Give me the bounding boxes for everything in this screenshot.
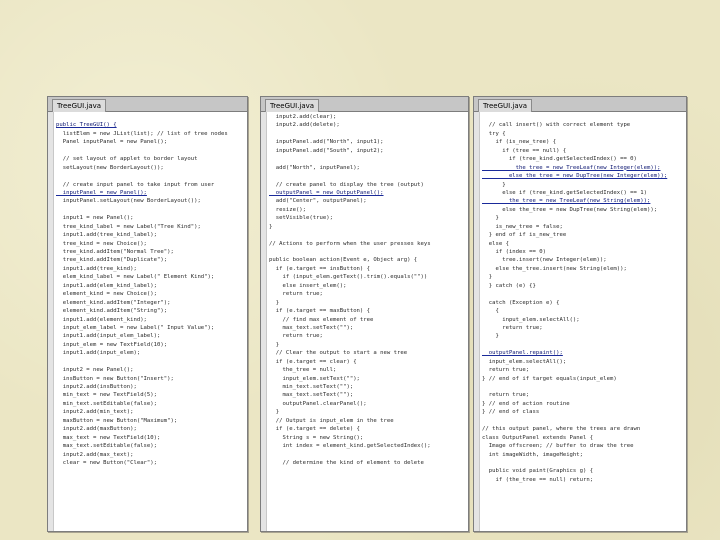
code-line: input_elem = new TextField(10); (56, 341, 168, 348)
code-line (482, 113, 684, 121)
code-line: add("Center", outputPanel); (269, 198, 367, 205)
code-line: outputPanel.repaint(); (482, 350, 563, 357)
code-line: resize(); (269, 206, 307, 213)
file-tab[interactable]: TreeGUI.java (265, 99, 319, 112)
code-line: the_tree = null; (269, 367, 337, 374)
code-line: catch (Exception e) { (482, 299, 560, 306)
code-line: input_elem.selectAll(); (482, 358, 567, 365)
code-line: if (input_elem.getText().trim().equals("")) (269, 274, 428, 281)
code-line: inputPanel.add("North", input1); (269, 139, 384, 146)
code-line: maxButton = new Button("Maximum"); (56, 417, 178, 424)
code-line: tree.insert(new Integer(elem)); (482, 257, 607, 264)
code-line: // Output is input_elem in the tree (269, 417, 394, 424)
code-line: else if (tree_kind.getSelectedIndex() == 1) (482, 189, 648, 196)
code-line: min_text = new TextField(5); (56, 392, 158, 399)
code-line (482, 341, 684, 349)
code-line: input2.add(maxButton); (56, 426, 137, 433)
code-line: } (269, 299, 280, 306)
code-line: listElem = new JList(list); // list of tree nodes (56, 130, 228, 137)
code-line: // create panel to display the tree (output) (269, 181, 424, 188)
code-line: input_elem.setText(""); (269, 375, 360, 382)
code-line: } (482, 274, 493, 281)
code-line: Image offscreen; // buffer to draw the tree (482, 443, 634, 450)
code-line: input2.add(min_text); (56, 409, 134, 416)
code-line (482, 459, 684, 467)
code-line: } (482, 215, 499, 222)
code-line (269, 130, 466, 138)
code-line: class OutputPanel extends Panel { (482, 434, 594, 441)
code-line: input1 = new Panel(); (56, 215, 134, 222)
code-line (269, 248, 466, 256)
code-line: input1.add(element_kind); (56, 316, 147, 323)
code-line: if (index == 0) (482, 249, 546, 255)
code-line: max_text.setText(""); (269, 324, 354, 331)
code-line: else the_tree = new DupTree(new String(elem)); (482, 206, 658, 213)
code-line: // determine the kind of element to delete (269, 459, 424, 466)
code-line: inputPanel = new Panel(); (56, 189, 147, 196)
code-line: min_text.setEditable(false); (56, 400, 158, 407)
code-line: if (is_new_tree) { (482, 139, 557, 146)
code-line: input1.add(input_elem); (56, 350, 141, 357)
code-line: } catch (e) {} (482, 282, 536, 289)
code-line (56, 206, 245, 214)
code-line: outputPanel.clearPanel(); (269, 400, 367, 407)
code-line: setLayout(new BorderLayout()); (56, 164, 164, 171)
code-line: } (482, 333, 499, 340)
code-line: } // end of action routine (482, 400, 570, 407)
code-line: setVisible(true); (269, 215, 333, 222)
code-line: max_text = new TextField(10); (56, 434, 161, 441)
code-line (56, 113, 245, 121)
code-line: if (e.target == insButton) { (269, 265, 371, 272)
code-line: is_new_tree = false; (482, 223, 563, 230)
code-line: if (e.target == clear) { (269, 358, 357, 365)
code-line: int imageWidth, imageHeight; (482, 451, 584, 458)
code-line: return true; (482, 324, 543, 331)
code-line: input2 = new Panel(); (56, 367, 134, 374)
code-line: input1.add(tree_kind_label); (56, 232, 158, 239)
code-window-middle (260, 96, 469, 532)
code-window-left (47, 96, 248, 532)
code-window-right (473, 96, 687, 532)
code-line: // set layout of applet to border layout (56, 156, 198, 163)
tab-strip (474, 97, 686, 112)
code-line: return true; (269, 291, 323, 298)
code-line: return true; (482, 392, 530, 399)
code-line: return true; (482, 367, 530, 374)
code-line: max_text.setText(""); (269, 392, 354, 399)
code-line: // call insert() with correct element type (482, 122, 631, 129)
code-line: elem_kind_label = new Label(" Element Kind"); (56, 274, 215, 281)
code-line (269, 451, 466, 459)
code-line (56, 172, 245, 180)
code-line (482, 417, 684, 425)
code-line: if (e.target == maxButton) { (269, 308, 371, 315)
code-line: tree_kind_label = new Label("Tree Kind"); (56, 223, 201, 230)
code-line: } (269, 341, 280, 348)
code-line: } (269, 223, 273, 230)
code-line: // Actions to perform when the user presses keys (269, 240, 431, 247)
code-line: if (the_tree == null) return; (482, 476, 594, 483)
code-line: if (e.target == delete) { (269, 426, 360, 433)
code-line: tree_kind.addItem("Duplicate"); (56, 257, 168, 264)
code-line: Panel inputPanel = new Panel(); (56, 139, 168, 146)
code-line: public TreeGUI() { (56, 122, 117, 129)
code-line: input2.add(insButton); (56, 384, 137, 390)
code-line: input1.add(input_elem_label); (56, 333, 161, 340)
code-line: max_text.setEditable(false); (56, 443, 158, 450)
code-area[interactable] (269, 113, 466, 531)
code-line: insButton = new Button("Insert"); (56, 375, 174, 382)
code-line: else the_tree.insert(new String(elem)); (482, 265, 627, 272)
code-line: public boolean action(Event e, Object arg) { (269, 257, 418, 264)
editor-gutter (261, 112, 267, 531)
code-line: tree_kind = new Choice(); (56, 240, 147, 247)
file-tab[interactable]: TreeGUI.java (478, 99, 532, 112)
code-line (269, 172, 466, 180)
code-line: try { (482, 130, 506, 137)
code-area[interactable] (56, 113, 245, 531)
code-line: element_kind.addItem("String"); (56, 308, 168, 315)
code-line: the_tree = new TreeLeaf(new String(elem)); (482, 198, 651, 205)
code-line: add("North", inputPanel); (269, 164, 360, 171)
code-line: } // end of if target equals(input_elem) (482, 375, 617, 382)
tab-strip (261, 97, 468, 112)
code-line: // Clear the output to start a new tree (269, 350, 408, 357)
code-line: input_elem_label = new Label(" Input Value"); (56, 324, 215, 331)
code-line: inputPanel.setLayout(new BorderLayout()); (56, 198, 201, 205)
editor-gutter (474, 112, 480, 531)
code-line: the_tree = new TreeLeaf(new Integer(elem)); (482, 164, 661, 171)
code-line: String s = new String(); (269, 434, 364, 441)
code-line: } // end of class (482, 409, 540, 416)
code-line: // create input panel to take input from user (56, 181, 215, 188)
code-line (269, 231, 466, 239)
code-line: min_text.setText(""); (269, 384, 354, 390)
code-line: input1.add(tree_kind); (56, 265, 137, 272)
code-line: public void paint(Graphics g) { (482, 468, 594, 475)
editor-gutter (48, 112, 54, 531)
code-line: int index = element_kind.getSelectedIndex(); (269, 443, 431, 450)
code-line: else insert_elem(); (269, 282, 347, 289)
code-line: element_kind = new Choice(); (56, 291, 158, 298)
code-line: } (482, 181, 506, 188)
code-line (56, 358, 245, 366)
code-line (269, 155, 466, 163)
code-line: inputPanel.add("South", input2); (269, 147, 384, 154)
code-area[interactable] (482, 113, 684, 531)
code-line: outputPanel = new OutputPanel(); (269, 189, 384, 196)
code-line: input_elem.selectAll(); (482, 316, 580, 323)
code-line: if (tree == null) { (482, 147, 567, 154)
code-line: clear = new Button("Clear"); (56, 459, 158, 466)
code-line: else the_tree = new DupTree(new Integer(elem)); (482, 173, 668, 180)
code-line: } (269, 409, 280, 416)
code-line: if (tree_kind.getSelectedIndex() == 0) (482, 156, 637, 163)
code-line (482, 290, 684, 298)
code-line: tree_kind.addItem("Normal Tree"); (56, 249, 174, 255)
code-line: input2.add(delete); (269, 122, 340, 129)
code-line: input2.add(clear); (269, 114, 337, 120)
code-line: } end of if is_new_tree (482, 232, 567, 239)
code-line: { (482, 308, 499, 315)
code-line (482, 383, 684, 391)
code-line: // find max element of tree (269, 316, 374, 323)
code-line: input2.add(max_text); (56, 451, 134, 458)
code-line: else { (482, 240, 509, 247)
code-line: return true; (269, 333, 323, 340)
code-line: input1.add(elem_kind_label); (56, 282, 158, 289)
tab-strip (48, 97, 247, 112)
code-line: element_kind.addItem("Integer"); (56, 299, 171, 306)
code-line: // this output panel, where the trees are drawn (482, 426, 641, 433)
code-line (56, 147, 245, 155)
file-tab[interactable]: TreeGUI.java (52, 99, 106, 112)
